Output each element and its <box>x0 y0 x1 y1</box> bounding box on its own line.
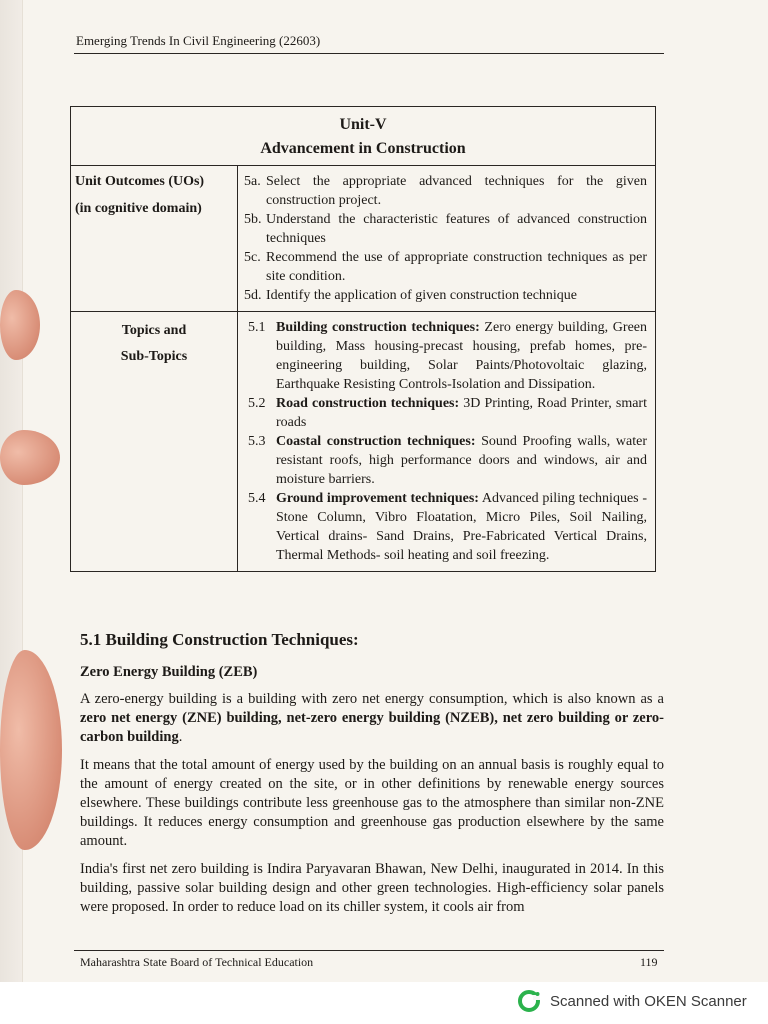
topic-heading: Road construction techniques: <box>276 396 460 411</box>
outcome-number: 5b. <box>244 212 262 227</box>
topic-number: 5.4 <box>248 491 266 506</box>
paragraph-3: India's first net zero building is Indira Paryavaran Bhawan, New Delhi, inaugurated in 2014. In this building, passive solar building design and other green technologies. High-efficiency solar panels were proposed. In order to reduce load on its chiller system, it cools air from <box>80 861 664 915</box>
outcome-number: 5d. <box>244 288 262 303</box>
outcomes-label-cell <box>71 166 238 312</box>
topic-body: Zero energy building, Green building, Mass housing-precast housing, prefab homes, pre-engineering building, Solar Paints/Photovoltaic glazing, Earthquake Resisting Controls-Isolation and Dissipation. <box>276 320 647 392</box>
page-number: 119 <box>640 955 658 969</box>
topic-number: 5.2 <box>248 396 266 411</box>
topic-text <box>276 489 647 565</box>
topic-body: Advanced piling techniques - Stone Column, Vibro Floatation, Micro Piles, Soil Nailing, Vertical drains- Sand Drains, Pre-Fabricated Vertical Drains, Thermal Methods- soil heating and soil freezing. <box>276 491 647 563</box>
paragraph-1 <box>80 690 664 747</box>
scanner-watermark-text: Scanned with OKEN Scanner <box>550 992 747 1010</box>
topic-heading: Building construction techniques: <box>276 320 480 335</box>
topics-label-cell <box>71 312 238 572</box>
topic-heading: Ground improvement techniques: <box>276 491 479 506</box>
topic-item <box>244 432 647 489</box>
outcome-number: 5c. <box>244 250 261 265</box>
section-title: 5.1 Building Construction Techniques: <box>80 630 359 649</box>
topic-item <box>244 489 647 565</box>
paragraph-2: It means that the total amount of energy used by the building on an annual basis is roughly equal to the amount of energy created on the site, or in other definitions by renewable energy sources elsewhere. These buildings contribute less greenhouse gas to the atmosphere than similar non-ZNE buildings. It reduces energy consumption and greenhouse gas production elsewhere by the same amount. <box>80 757 664 849</box>
topic-heading: Coastal construction techniques: <box>276 434 476 449</box>
paragraph-1-text: A zero-energy building is a building with zero net energy consumption, which is also known as a <box>80 691 664 707</box>
topic-text <box>276 432 647 489</box>
topics-label-line2: Sub-Topics <box>120 349 188 364</box>
topic-text <box>276 394 647 432</box>
topics-label-line1: Topics and <box>121 323 187 338</box>
outcome-item <box>244 210 647 248</box>
topic-number: 5.3 <box>248 434 266 449</box>
footer-board: Maharashtra State Board of Technical Education <box>80 955 314 969</box>
topics-cell <box>238 312 656 572</box>
outcome-item <box>244 172 647 210</box>
outcome-text: Recommend the use of appropriate construction techniques as per site condition. <box>266 250 647 284</box>
scanner-watermark <box>518 990 747 1012</box>
footer-rule <box>74 950 664 951</box>
paragraph-1-end: . <box>178 729 183 745</box>
outcomes-label-line1: Unit Outcomes (UOs) <box>75 174 205 189</box>
topic-item <box>244 318 647 394</box>
subsection-title: Zero Energy Building (ZEB) <box>80 664 258 680</box>
unit-heading-cell <box>71 107 656 166</box>
topic-body: Sound Proofing walls, water resistant roofs, high performance doors and windows, air and moisture barriers. <box>276 434 647 487</box>
running-header: Emerging Trends In Civil Engineering (22603) <box>76 33 321 48</box>
outcome-item <box>244 248 647 286</box>
outcome-item <box>244 286 647 305</box>
topic-item <box>244 394 647 432</box>
unit-title: Advancement in Construction <box>260 140 466 157</box>
oken-scanner-icon <box>518 990 540 1012</box>
topic-body: 3D Printing, Road Printer, smart roads <box>276 396 647 430</box>
unit-table <box>70 106 656 572</box>
paragraph-1-bold: zero net energy (ZNE) building, net-zero energy building (NZEB), net zero building or zero-carbon building <box>80 710 664 745</box>
outcomes-label-line2: (in cognitive domain) <box>75 201 202 216</box>
topic-number: 5.1 <box>248 320 266 335</box>
topic-text <box>276 318 647 394</box>
outcome-text: Understand the characteristic features of advanced construction techniques <box>266 212 647 246</box>
header-rule <box>74 53 664 54</box>
outcome-text: Select the appropriate advanced techniques for the given construction project. <box>266 174 647 208</box>
outcomes-cell <box>238 166 656 312</box>
unit-number: Unit-V <box>339 116 387 133</box>
outcome-number: 5a. <box>244 174 261 189</box>
outcome-text: Identify the application of given construction technique <box>266 288 578 303</box>
